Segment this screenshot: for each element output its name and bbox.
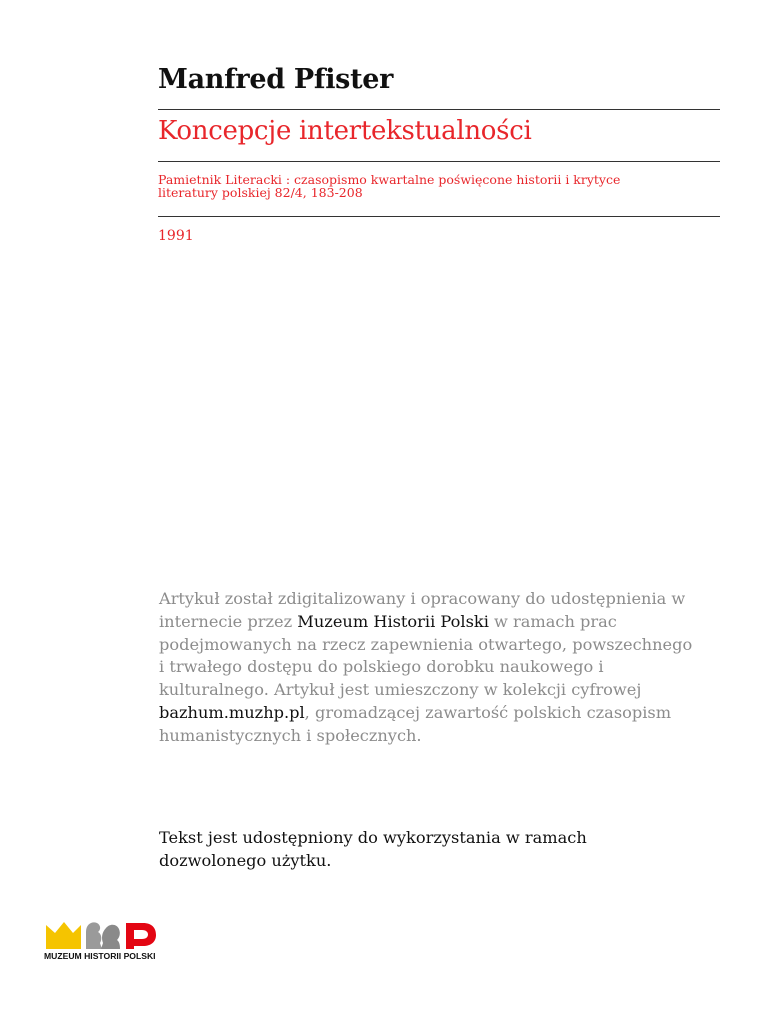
collection-link[interactable]: bazhum.muzhp.pl	[159, 702, 305, 722]
source-line: Pamietnik Literacki : czasopismo kwartalne poświęcone historii i krytyce	[158, 172, 621, 187]
logo-gray-shape	[101, 925, 120, 949]
source-citation	[158, 174, 698, 199]
logo-red-shape	[126, 923, 156, 949]
divider	[158, 216, 720, 217]
logo-gray-shape	[86, 922, 102, 949]
logo-caption: MUZEUM HISTORII POLSKI	[44, 951, 156, 961]
notice-text: Artykuł został zdigitalizowany i opracowany do udostępnienia w internecie przez	[159, 589, 686, 631]
divider	[158, 161, 720, 162]
source-line: literatury polskiej 82/4, 183-208	[158, 184, 363, 200]
article-title: Koncepcje intertekstualności	[158, 116, 532, 146]
publication-year: 1991	[158, 228, 194, 244]
notice-text: , gromadzącej zawartość polskich czasopism humanistycznych i społecznych.	[159, 702, 672, 745]
digitization-notice	[159, 588, 699, 748]
museum-link[interactable]: Muzeum Historii Polski	[297, 611, 489, 631]
notice-text: w ramach prac podejmowanych na rzecz zapewnienia otwartego, powszechnego i trwałego dostępu do polskiego dorobku naukowego i kulturalnego. Artykuł jest umieszczony w kolekcji cyfrowej	[159, 611, 693, 700]
logo-yellow-shape	[46, 922, 81, 949]
license-notice: Tekst jest udostępniony do wykorzystania w ramach dozwolonego użytku.	[159, 828, 587, 870]
divider	[158, 109, 720, 110]
author-name: Manfred Pfister	[158, 64, 394, 95]
